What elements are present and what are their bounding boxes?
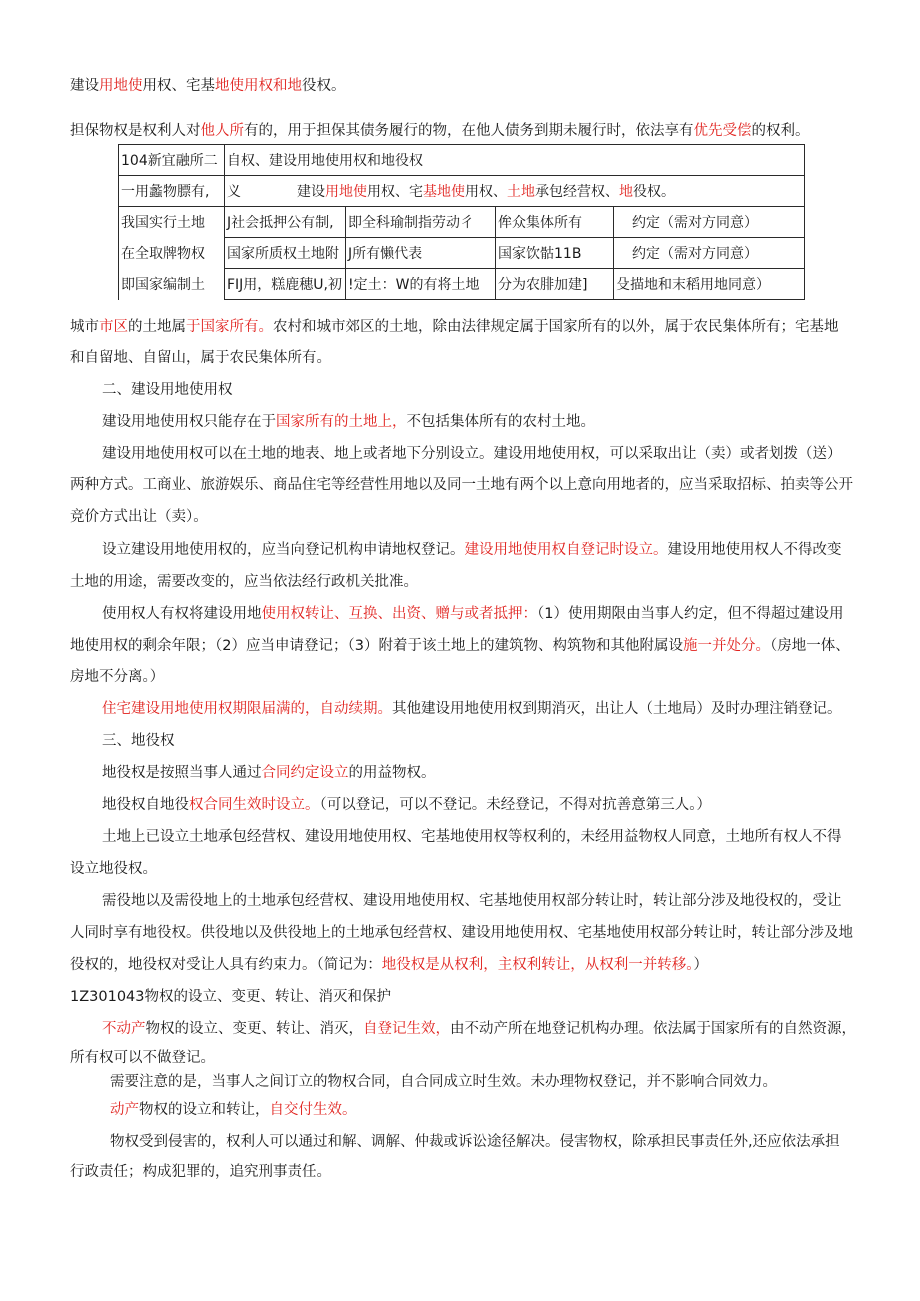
text-line: 建设用地使用权可以在土地的地表、地上或者地下分别设立。建设用地使用权，可以采取出让（卖）或者划拨（送） (102, 446, 842, 462)
text-line: 竞价方式出让（卖）。 (70, 509, 208, 525)
text-line: 建设用地使用权只能存在于国家所有的土地上，不包括集体所有的农村土地。 (102, 414, 595, 430)
table-cell: 殳描地和末稻用地同意） (614, 269, 805, 300)
text-line: 和自留地、自留山，属于农民集体所有。 (70, 350, 331, 366)
text-line: 设立地役权。 (70, 861, 157, 877)
table-cell: 约定（需对方同意） (614, 238, 805, 269)
table-cell: 国家饮骷11B (496, 238, 614, 269)
table-row (119, 207, 805, 238)
text-line: 建设用地使用权、宅基地使用权和地役权。 (70, 78, 346, 94)
table-cell: J社会抵押公有制, (225, 207, 346, 238)
table-row (119, 145, 805, 176)
text-line: 所有权可以不做登记。 (70, 1050, 215, 1066)
text-line: 设立建设用地使用权的，应当向登记机构申请地权登记。建设用地使用权自登记时设立。建设用地使用权人不得改变 (102, 542, 842, 558)
garbled-table (118, 144, 805, 300)
text-line: 城市市区的土地属于国家所有。农村和城市郊区的土地，除由法律规定属于国家所有的以外，属于农民集体所有；宅基地 (70, 319, 839, 335)
table-cell: 侔众集体所有 (496, 207, 614, 238)
text-line: 行政责任；构成犯罪的，追究刑事责任。 (70, 1164, 331, 1180)
text-line: 不动产物权的设立、变更、转让、消灭，自登记生效，由不动产所在地登记机构办理。依法属于国家所有的自然资源， (102, 1021, 856, 1037)
table-cell: FIJ用，糕鹿穗U,初 (225, 269, 346, 300)
table-cell: 分为农腓加建] (496, 269, 614, 300)
text-line: 土地上已设立土地承包经营权、建设用地使用权、宅基地使用权等权利的，未经用益物权人同意，土地所有权人不得 (102, 829, 842, 845)
text-line: 房地不分离。） (70, 669, 165, 685)
table-cell: 我国实行土地 (119, 207, 225, 238)
table-row (119, 269, 805, 300)
section-heading: 1Z301043物权的设立、变更、转让、消灭和保护 (70, 989, 392, 1005)
text-line: 两种方式。工商业、旅游娱乐、商品住宅等经营性用地以及同一土地有两个以上意向用地者的，应当采取招标、拍卖等公开 (70, 477, 853, 493)
table-cell: 即国家编制土 (119, 269, 225, 300)
text-line: 需役地以及需役地上的土地承包经营权、建设用地使用权、宅基地使用权部分转让时，转让部分涉及地役权的，受让 (102, 893, 842, 909)
table-cell: 在全取牌物权 (119, 238, 225, 269)
text-line: 役权的，地役权对受让人具有约束力。（简记为：地役权是从权利，主权利转让，从权利一并转移。） (70, 957, 708, 973)
table-cell: 约定（需对方同意） (614, 207, 805, 238)
text-line: 地使用权的剩余年限；（2）应当申请登记；（3）附着于该土地上的建筑物、构筑物和其他附属设施一并处分。（房地一体、 (70, 638, 850, 654)
table-cell: 义 建设用地使用权、宅基地使用权、土地承包经营权、地役权。 (225, 176, 805, 207)
text-line: 住宅建设用地使用权期限届满的，自动续期。其他建设用地使用权到期消灭，出让人（土地局）及时办理注销登记。 (102, 701, 842, 717)
text-line: 土地的用途，需要改变的，应当依法经行政机关批准。 (70, 574, 418, 590)
text-line: 地役权是按照当事人通过合同约定设立的用益物权。 (102, 765, 436, 781)
text-line: 担保物权是权利人对他人所有的，用于担保其债务履行的物，在他人债务到期未履行时，依法享有优先受偿的权利。 (70, 123, 810, 139)
text-line: 需要注意的是，当事人之间订立的物权合同，自合同成立时生效。未办理物权登记，并不影响合同效力。 (110, 1074, 777, 1090)
table-cell: 即全科瑜制指劳动彳 (346, 207, 496, 238)
table-cell: 自权、建设用地使用权和地役权 (225, 145, 805, 176)
section-heading: 二、建设用地使用权 (102, 382, 233, 398)
text-line: 物权受到侵害的，权利人可以通过和解、调解、仲裁或诉讼途径解决。侵害物权，除承担民事责任外,还应依法承担 (110, 1134, 840, 1150)
table-row (119, 238, 805, 269)
table-cell: 一用蠡物膘有, (119, 176, 225, 207)
table-cell: !定土：W的有将土地 (346, 269, 496, 300)
table-cell: 104新宜融所二 (119, 145, 225, 176)
text-line: 使用权人有权将建设用地使用权转让、互换、出资、赠与或者抵押：（1）使用期限由当事人约定，但不得超过建设用 (102, 606, 844, 622)
text-line: 人同时享有地役权。供役地以及供役地上的土地承包经营权、建设用地使用权、宅基地使用权部分转让时，转让部分涉及地 (70, 925, 853, 941)
text-line: 动产物权的设立和转让，自交付生效。 (110, 1102, 357, 1118)
text-line: 地役权自地役权合同生效时设立。（可以登记，可以不登记。未经登记，不得对抗善意第三人。） (102, 797, 711, 813)
section-heading: 三、地役权 (102, 733, 175, 749)
table-cell: 国家所质权土地附 (225, 238, 346, 269)
table-row (119, 176, 805, 207)
table-cell: J所有懒代表 (346, 238, 496, 269)
